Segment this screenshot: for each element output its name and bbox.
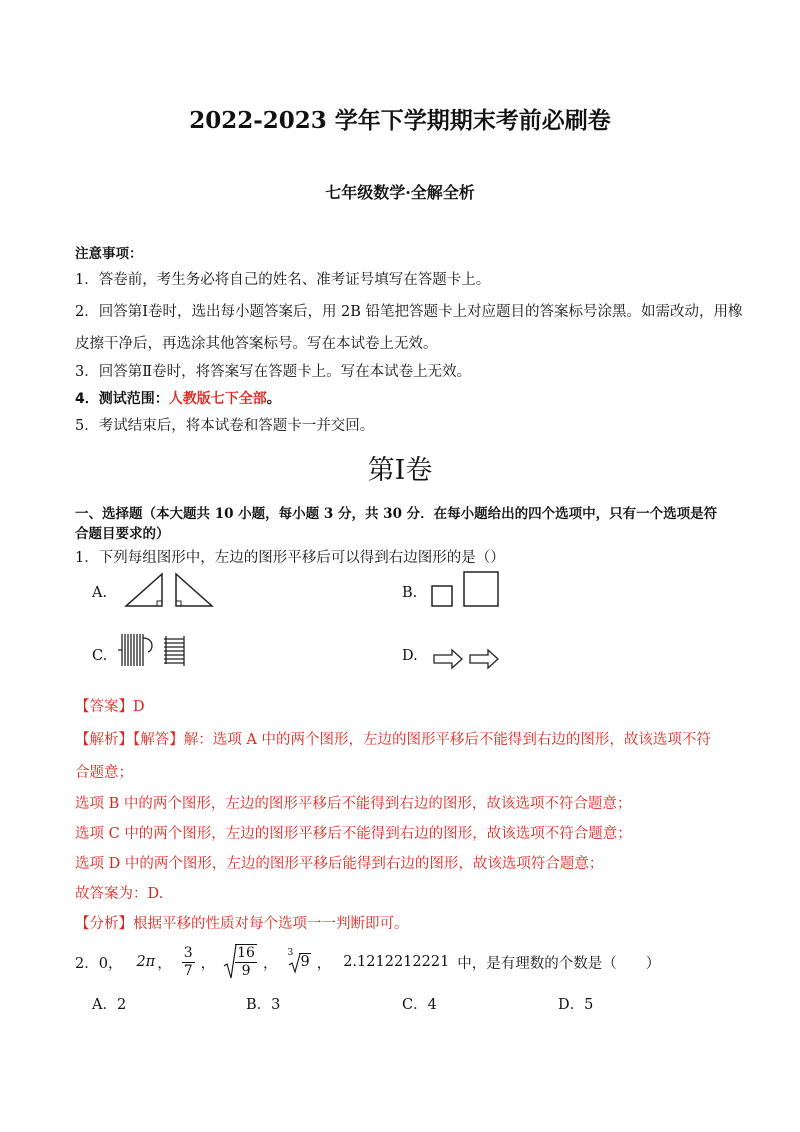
q2-fraction-3-7 [182,945,195,980]
q2-separator-4: ， [316,955,332,972]
q1-option-c-label: C. [92,648,108,664]
q2-prefix: 2．0， [75,955,123,972]
fraction-denominator: 7 [183,962,193,979]
q1-option-a-figure [124,572,216,608]
q2-suffix: 中，是有理数的个数是（ ） [457,955,661,972]
note-4 [75,388,281,408]
q2-option-b: B．3 [246,997,281,1013]
q2-decimal: 2.1212212221 [343,954,450,970]
q2-option-a: A．2 [92,997,127,1013]
q2-two-pi: 2π [136,954,156,970]
note-4-suffix: 。 [266,391,281,407]
q2-sqrt-16-9 [223,944,257,980]
q1-option-c-figure [118,630,190,670]
q1-analysis-line-4: 选项 C 中的两个图形，左边的图形平移后不能得到右边的图形，故该选项不符合题意； [75,826,632,842]
q1-analysis-note: 【分析】根据平移的性质对每个选项一一判断即可。 [75,916,409,932]
note-2-line-1: 2．回答第Ⅰ卷时，选出每小题答案后，用 2B 铅笔把答题卡上对应题目的答案标号涂黑。如需改动，用橡 [75,304,743,320]
section-heading-line-2: 合题目要求的） [75,526,170,542]
note-3: 3．回答第Ⅱ卷时，将答案写在答题卡上。写在本试卷上无效。 [75,364,472,380]
fraction-numerator: 3 [183,944,193,961]
q2-option-c: C．4 [402,997,437,1013]
document-title: 2022-2023 学年下学期期末考前必刷卷 [189,107,611,134]
q1-option-a-label: A. [92,585,108,601]
q2-stem [75,944,660,980]
fraction-numerator: 16 [237,945,255,961]
q1-analysis-line-1: 【解析】【解答】解：选项 A 中的两个图形，左边的图形平移后不能得到右边的图形，故该选项不符 [75,732,711,748]
q1-analysis-line-3: 选项 B 中的两个图形，左边的图形平移后不能得到右边的图形，故该选项不符合题意； [75,796,632,812]
note-1: 1．答卷前，考生务必将自己的姓名、准考证号填写在答题卡上。 [75,272,491,288]
volume-title: 第Ⅰ卷 [367,455,433,486]
q2-separator-1: ， [157,955,172,972]
section-heading-line-1: 一、选择题（本大题共 10 小题，每小题 3 分，共 30 分．在每小题给出的四个选项中，只有一个选项是符 [75,506,718,522]
cube-root-value: 9 [300,954,310,970]
note-4-prefix: 4．测试范围： [75,391,169,407]
q1-answer: 【答案】D [75,699,145,715]
q1-analysis-line-5: 选项 D 中的两个图形，左边的图形平移后能得到右边的图形，故该选项符合题意； [75,856,604,872]
q1-option-b-figure [430,570,500,608]
sqrt-fraction [235,944,257,980]
q2-option-d: D．5 [558,997,594,1013]
cube-root-index: 3 [287,948,294,958]
q1-conclusion: 故答案为：D. [75,886,164,902]
note-2-line-2: 皮擦干净后，再选涂其他答案标号。写在本试卷上无效。 [75,336,438,352]
fraction-denominator: 9 [241,963,251,979]
q2-separator-2: ， [200,955,216,972]
cube-root-radical-icon [289,953,301,973]
q2-cube-root-9 [287,948,310,970]
q1-option-d-figure [432,648,502,670]
q1-stem: 1．下列每组图形中，左边的图形平移后可以得到右边图形的是（） [75,550,505,566]
q2-separator-3: ， [262,955,278,972]
q1-option-b-label: B. [402,585,418,601]
sqrt-radical-icon [223,944,237,980]
document-subtitle: 七年级数学·全解全析 [325,183,475,202]
note-5: 5．考试结束后，将本试卷和答题卡一并交回。 [75,418,375,434]
q1-option-d-label: D. [402,648,418,664]
q1-analysis-line-2: 合题意； [75,765,133,781]
notes-heading: 注意事项： [75,246,143,262]
test-range: 人教版七下全部 [168,391,267,407]
